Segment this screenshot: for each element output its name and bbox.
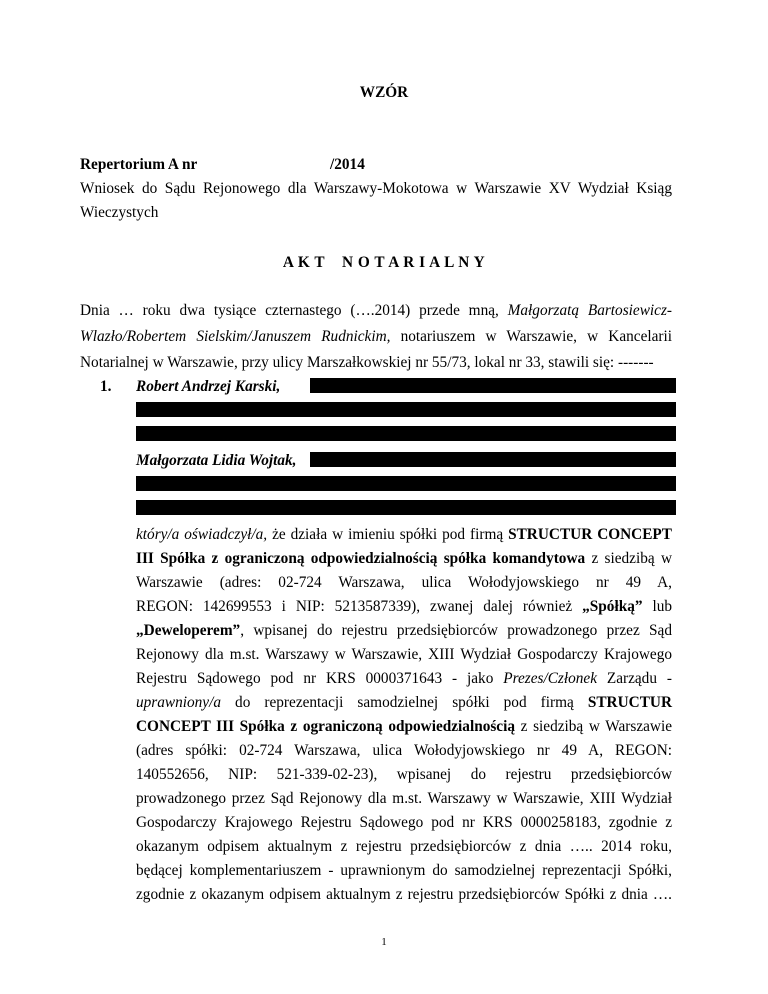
body-line-5: „Deweloperem”, wpisanej do rejestru przedsiębiorców prowadzonego przez Sąd [136, 622, 672, 639]
repertorium-label: Repertorium A nr [80, 156, 198, 173]
redaction-bar [136, 426, 676, 441]
wniosek-line-1: Wniosek do Sądu Rejonowego dla Warszawy-Mokotowa w Warszawie XV Wydział Ksiąg [80, 180, 672, 197]
body-line-4: REGON: 142699553 i NIP: 5213587339), zwanej dalej również „Spółką” lub [136, 598, 672, 615]
body-line-11: 140552656, NIP: 521-339-02-23), wpisanej do rejestru przedsiębiorców [136, 766, 672, 783]
repertorium-year: /2014 [330, 156, 365, 173]
body-line-6: Rejonowy dla m.st. Warszawy w Warszawie, XIII Wydział Gospodarczy Krajowego [136, 646, 672, 663]
person-1-name: Robert Andrzej Karski, [136, 378, 281, 395]
body-line-1: który/a oświadczył/a, że działa w imieniu spółki pod firmą STRUCTUR CONCEPT [136, 526, 672, 543]
paragraph-line-2: Wlazło/Robertem Sielskim/Januszem Rudnickim, notariuszem w Warszawie, w Kancelarii [80, 328, 672, 345]
paragraph-line-1: Dnia … roku dwa tysiące czternastego (….2014) przede mną, Małgorzatą Bartosiewicz- [80, 302, 672, 319]
document-title: WZÓR [359, 84, 409, 101]
body-line-8: uprawniony/a do reprezentacji samodzielnej spółki pod firmą STRUCTUR [136, 694, 672, 711]
body-line-16: zgodnie z okazanym odpisem aktualnym z rejestru przedsiębiorców Spółki z dnia …. [136, 886, 672, 903]
redaction-bar [136, 500, 676, 515]
redaction-bar [310, 452, 676, 467]
body-line-12: prowadzonego przez Sąd Rejonowy dla m.st. Warszawy w Warszawie, XIII Wydział [136, 790, 672, 807]
page-number: 1 [381, 936, 387, 948]
body-line-2: III Spółka z ograniczoną odpowiedzialnością spółka komandytowa z siedzibą w [136, 550, 672, 567]
redaction-bar [136, 402, 676, 417]
redaction-bar [136, 476, 676, 491]
akt-notarialny-heading: A K T N O T A R I A L N Y [282, 254, 486, 271]
body-line-14: okazanym odpisem aktualnym z rejestru przedsiębiorców z dnia ….. 2014 roku, [136, 838, 672, 855]
list-number: 1. [100, 378, 112, 395]
body-line-3: Warszawie (adres: 02-724 Warszawa, ulica Wołodyjowskiego nr 49 A, [136, 574, 672, 591]
body-line-13: Gospodarczy Krajowego Rejestru Sądowego pod nr KRS 0000258183, zgodnie z [136, 814, 672, 831]
body-line-9: CONCEPT III Spółka z ograniczoną odpowiedzialnością z siedzibą w Warszawie [136, 718, 672, 735]
body-line-15: będącej komplementariuszem - uprawnionym do samodzielnej reprezentacji Spółki, [136, 862, 672, 879]
body-line-7: Rejestru Sądowego pod nr KRS 0000371643 - jako Prezes/Członek Zarządu - [136, 670, 672, 687]
body-line-10: (adres spółki: 02-724 Warszawa, ulica Wołodyjowskiego nr 49 A, REGON: [136, 742, 672, 759]
paragraph-line-3: Notarialnej w Warszawie, przy ulicy Marszałkowskiej nr 55/73, lokal nr 33, stawili się: ------- [80, 354, 654, 371]
person-2-name: Małgorzata Lidia Wojtak, [136, 452, 297, 469]
wniosek-line-2: Wieczystych [80, 204, 159, 221]
redaction-bar [310, 378, 676, 393]
